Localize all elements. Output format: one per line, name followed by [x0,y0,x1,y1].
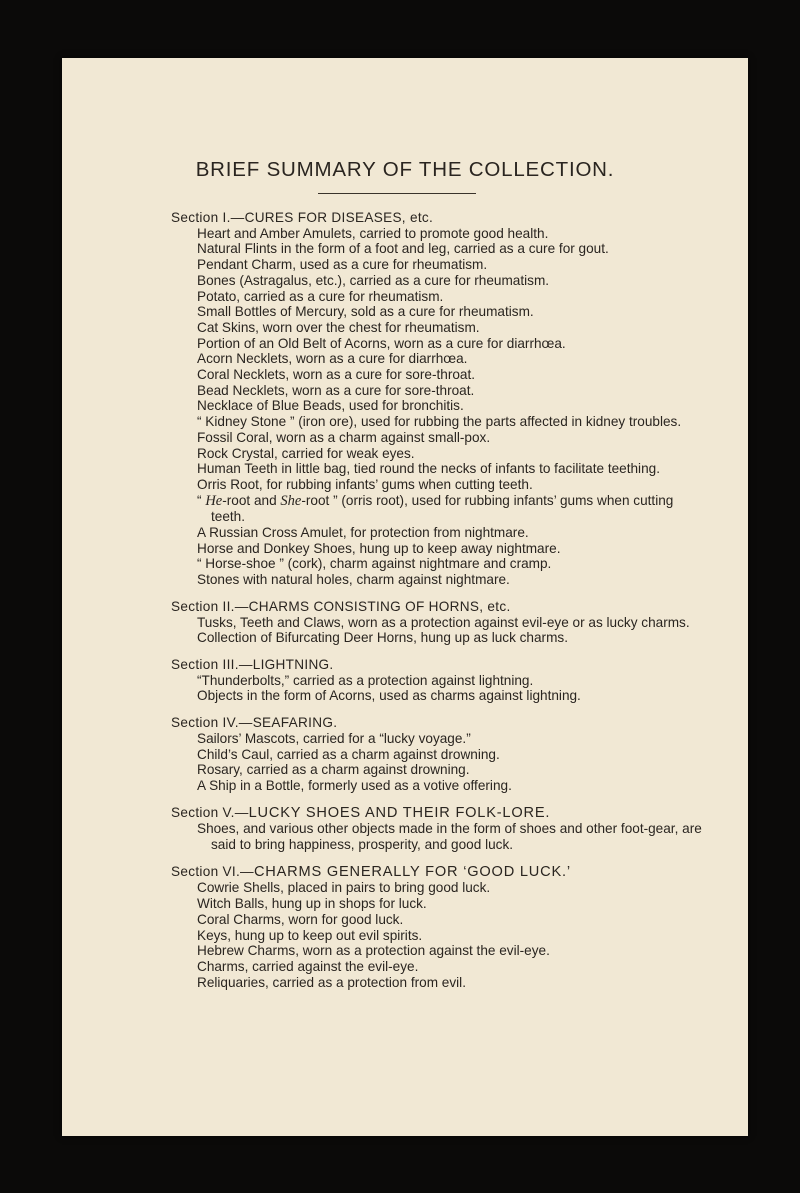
list-item: Fossil Coral, worn as a charm against small-pox. [197,429,491,445]
list-item: Natural Flints in the form of a foot and leg, carried as a cure for gout. [197,241,609,257]
list-item: “ Kidney Stone ” (iron ore), used for rubbing the parts affected in kidney troubles. [197,414,682,430]
section-title: LUCKY SHOES AND THEIR FOLK-LORE. [248,804,551,821]
section-prefix: Section III.— [171,656,253,672]
section-prefix: Section V.— [171,804,249,820]
section-heading [171,715,711,731]
list-item: Orris Root, for rubbing infants’ gums when cutting teeth. [197,476,533,492]
section-title: CHARMS GENERALLY FOR ‘GOOD LUCK.’ [253,863,571,880]
section-prefix: Section I.— [171,210,245,225]
list-item: Reliquaries, carried as a protection from evil. [197,974,466,990]
list-item: Coral Necklets, worn as a cure for sore-throat. [197,367,476,383]
list-item: Bead Necklets, worn as a cure for sore-throat. [197,382,475,398]
section-heading [171,864,711,881]
collection-summary [171,210,711,1001]
list-item: Portion of an Old Belt of Acorns, worn as a cure for diarrhœa. [197,335,566,351]
section-title: CURES FOR DISEASES, etc. [244,210,434,225]
list-item: Heart and Amber Amulets, carried to promote good health. [197,225,549,241]
list-item: Bones (Astragalus, etc.), carried as a cure for rheumatism. [197,272,550,288]
list-item: Coral Charms, worn for good luck. [197,911,404,927]
list-item: Pendant Charm, used as a cure for rheumatism. [197,257,488,273]
list-item: Collection of Bifurcating Deer Horns, hung up as luck charms. [197,630,568,646]
list-item: Objects in the form of Acorns, used as charms against lightning. [197,688,581,704]
list-item: Tusks, Teeth and Claws, worn as a protection against evil-eye or as lucky charms. [197,614,690,630]
open-quote: “ [197,492,206,508]
list-item: Horse and Donkey Shoes, hung up to keep away nightmare. [197,540,561,556]
list-item: A Russian Cross Amulet, for protection from nightmare. [197,525,529,541]
list-item: Small Bottles of Mercury, sold as a cure for rheumatism. [197,304,534,320]
section-title: LIGHTNING. [252,656,334,672]
list-item: Sailors’ Mascots, carried for a “lucky voyage.” [197,730,471,746]
section-2 [171,599,711,646]
section-prefix: Section II.— [171,598,249,614]
list-item: Rock Crystal, carried for weak eyes. [197,445,415,461]
list-item: A Ship in a Bottle, formerly used as a votive offering. [197,777,512,793]
she-italic: She [280,492,302,509]
section-title: CHARMS CONSISTING OF HORNS, etc. [248,598,511,614]
list-item: Witch Balls, hung up in shops for luck. [197,896,427,912]
section-heading [171,599,711,615]
page-title: BRIEF SUMMARY OF THE COLLECTION. [195,158,615,181]
list-item: Acorn Necklets, worn as a cure for diarrhœa. [197,351,468,367]
root-and: -root and [222,492,281,508]
list-item: Keys, hung up to keep out evil spirits. [197,927,423,943]
section-heading [171,805,711,822]
list-item: Hebrew Charms, worn as a protection against the evil-eye. [197,943,550,959]
section-5 [171,805,711,853]
section-6 [171,864,711,991]
section-heading [171,657,711,673]
list-item: Rosary, carried as a charm against drowning. [197,762,470,778]
list-item: Potato, carried as a cure for rheumatism. [197,288,444,304]
list-item [171,493,711,525]
list-item: “ Horse-shoe ” (cork), charm against nightmare and cramp. [197,556,552,572]
list-item: “Thunderbolts,” carried as a protection against lightning. [197,672,534,688]
title-divider [318,193,476,194]
list-item: Charms, carried against the evil-eye. [197,958,419,974]
list-item: Cat Skins, worn over the chest for rheumatism. [197,319,480,335]
list-item: Shoes, and various other objects made in the form of shoes and other foot-gear, are said to bring happiness, prosperity, and good luck. [197,821,702,853]
he-italic: He [205,492,223,509]
section-3 [171,657,711,704]
list-item: Child’s Caul, carried as a charm against drowning. [197,746,500,762]
section-prefix: Section IV.— [171,715,253,731]
list-item: Human Teeth in little bag, tied round the necks of infants to facilitate teething. [197,461,660,477]
item-rest: -root ” (orris root), used for rubbing infants’ gums when cutting teeth. [211,492,674,525]
section-prefix: Section VI.— [171,863,254,879]
section-1 [171,210,711,588]
document-page [62,58,748,1136]
list-item: Stones with natural holes, charm against nightmare. [197,572,510,588]
section-heading [171,210,711,226]
list-item: Cowrie Shells, placed in pairs to bring good luck. [197,880,491,896]
list-item: Necklace of Blue Beads, used for bronchitis. [197,398,464,414]
section-4 [171,715,711,794]
section-title: SEAFARING. [252,715,338,731]
